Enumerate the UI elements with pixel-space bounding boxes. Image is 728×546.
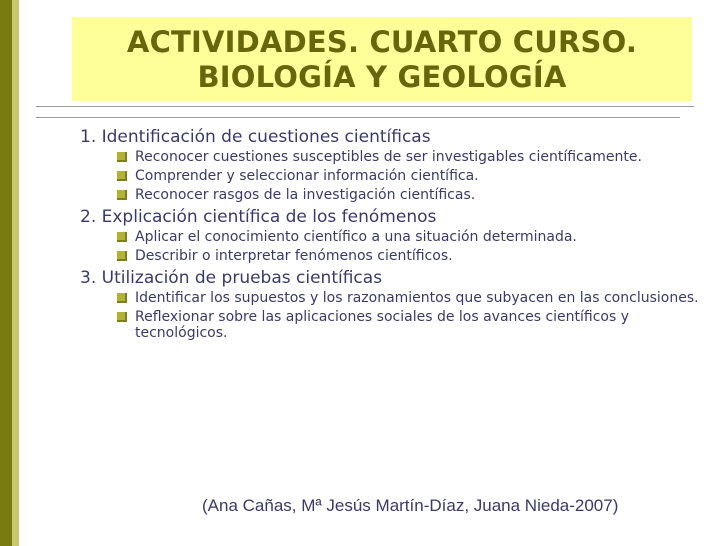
- list-item: [80, 229, 700, 245]
- section-heading: 3. Utilización de pruebas científicas: [80, 268, 383, 288]
- square-bullet-icon: [117, 251, 127, 261]
- list-item-text: Describir o interpretar fenómenos científicos.: [135, 248, 453, 264]
- list-item: [80, 149, 700, 165]
- list-item: [80, 290, 700, 306]
- left-accent-bar: [0, 0, 12, 546]
- list-item: [80, 168, 700, 184]
- section-1: [80, 126, 700, 203]
- list-item-text: Reconocer rasgos de la investigación científicas.: [135, 187, 476, 203]
- slide-title-line-1: ACTIVIDADES. CUARTO CURSO.: [126, 25, 638, 59]
- bullet-list: [80, 149, 700, 203]
- square-bullet-icon: [117, 293, 127, 303]
- citation: (Ana Cañas, Mª Jesús Martín-Díaz, Juana Nieda-2007): [202, 496, 619, 515]
- bullet-list: [80, 229, 700, 264]
- list-item-text: Comprender y seleccionar información científica.: [135, 168, 479, 184]
- list-item: [80, 248, 700, 264]
- divider-rule: [36, 106, 694, 107]
- section-heading: 2. Explicación científica de los fenómenos: [80, 207, 437, 227]
- slide-body: [80, 126, 700, 344]
- divider-rule-secondary: [36, 117, 680, 118]
- square-bullet-icon: [117, 312, 127, 322]
- list-item-text: Reflexionar sobre las aplicaciones sociales de los avances científicos y tecnológicos.: [135, 309, 630, 341]
- list-item-text: Reconocer cuestiones susceptibles de ser investigables científicamente.: [135, 149, 642, 165]
- section-heading: 1. Identificación de cuestiones científicas: [80, 127, 431, 147]
- section-2: [80, 206, 700, 264]
- square-bullet-icon: [117, 152, 127, 162]
- list-item: [80, 187, 700, 203]
- list-item: [80, 309, 700, 341]
- square-bullet-icon: [117, 190, 127, 200]
- left-accent-bar-light: [12, 0, 19, 546]
- square-bullet-icon: [117, 232, 127, 242]
- section-3: [80, 267, 700, 341]
- list-item-text: Identificar los supuestos y los razonamientos que subyacen en las conclusiones.: [135, 290, 699, 306]
- bullet-list: [80, 290, 700, 341]
- square-bullet-icon: [117, 171, 127, 181]
- list-item-text: Aplicar el conocimiento científico a una situación determinada.: [135, 229, 577, 245]
- slide-title-line-2: BIOLOGÍA Y GEOLOGÍA: [197, 60, 567, 94]
